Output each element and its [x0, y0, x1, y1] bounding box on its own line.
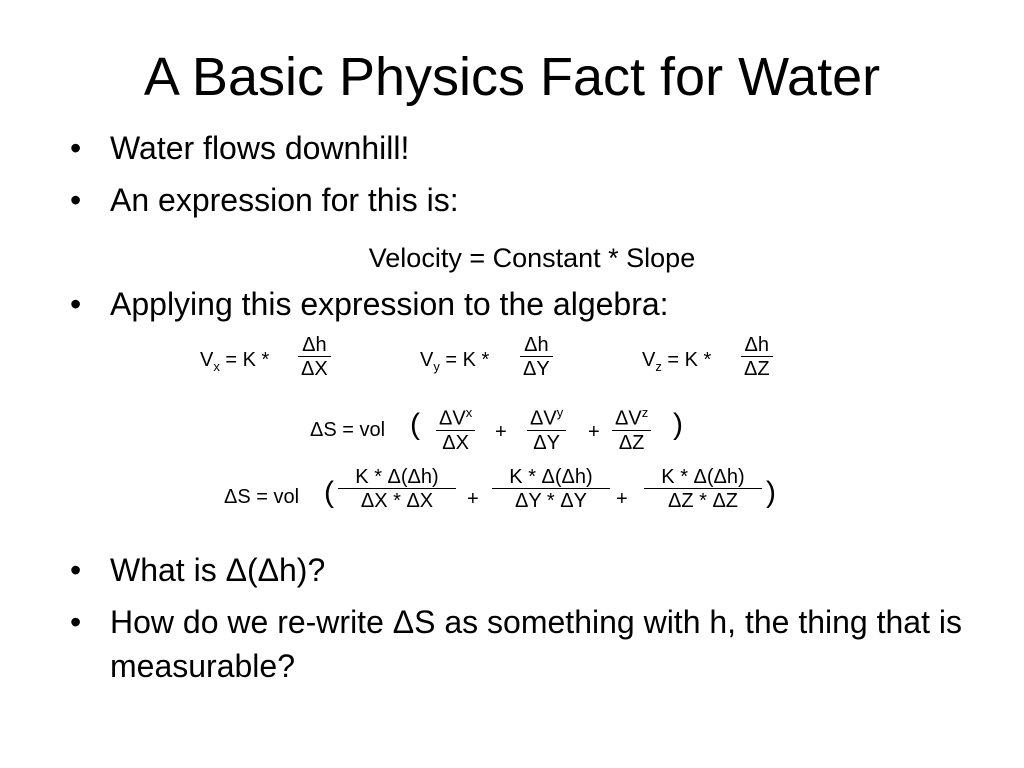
- vy-fraction: [520, 334, 553, 380]
- fraction-numerator: K * Δ(Δh): [509, 466, 593, 488]
- fraction-denominator: ΔY: [527, 430, 566, 454]
- fraction-denominator: ΔZ: [741, 356, 773, 380]
- fraction-denominator: ΔX * ΔX: [338, 488, 456, 512]
- ds-vol-label: ΔS = vol: [310, 419, 386, 441]
- vx-equation-lhs: $V_x = K$ *: [200, 349, 270, 374]
- bullet-text: What is Δ(Δh)?: [110, 552, 326, 588]
- bullet-marker: •: [70, 182, 82, 218]
- fraction-numerator: Δh: [302, 334, 327, 356]
- bullet-marker: •: [70, 286, 82, 322]
- fraction-numerator: K * Δ(Δh): [355, 466, 439, 488]
- fraction-numerator: Δh: [524, 334, 549, 356]
- plus-sign: +: [588, 421, 600, 443]
- fraction-numerator: K * Δ(Δh): [661, 466, 745, 488]
- fraction-denominator: ΔZ: [612, 430, 651, 454]
- bullet-marker: •: [70, 130, 82, 166]
- fraction-denominator: ΔX: [436, 430, 475, 454]
- k-ddh-dydy-fraction: [492, 466, 610, 512]
- plus-sign: +: [495, 421, 507, 443]
- vx-fraction: [298, 334, 331, 380]
- vz-equation-lhs: $V_z = K$ *: [642, 349, 712, 374]
- dvz-fraction: [612, 402, 651, 454]
- slide-title: A Basic Physics Fact for Water: [143, 47, 881, 107]
- plus-sign: +: [467, 488, 479, 510]
- bullet-marker: •: [70, 552, 82, 588]
- right-paren: ): [673, 408, 683, 441]
- dvx-fraction: [436, 402, 475, 454]
- fraction-numerator: $\Delta V^y$: [530, 405, 564, 430]
- plus-sign: +: [616, 488, 628, 510]
- dvy-fraction: [527, 402, 566, 454]
- bullet-text: Water flows downhill!: [110, 130, 410, 166]
- fraction-numerator: $\Delta V^x$: [439, 405, 473, 430]
- velocity-expression: Velocity = Constant * Slope: [368, 243, 696, 273]
- bullet-text: How do we re-write ΔS as something with h, the thing that is measurable?: [110, 604, 962, 684]
- bullet-text: An expression for this is:: [110, 182, 459, 218]
- vz-fraction: [741, 334, 773, 380]
- bullet-text: Applying this expression to the algebra:: [110, 286, 669, 322]
- left-paren: (: [410, 408, 420, 441]
- ds-vol-label: ΔS = vol: [224, 486, 300, 508]
- bullet-marker: •: [70, 604, 82, 640]
- k-ddh-dzdz-fraction: [644, 466, 762, 512]
- fraction-denominator: ΔY: [520, 356, 553, 380]
- vy-equation-lhs: $V_y = K$ *: [420, 349, 490, 374]
- fraction-denominator: ΔY * ΔY: [492, 488, 610, 512]
- fraction-denominator: ΔX: [298, 356, 331, 380]
- fraction-denominator: ΔZ * ΔZ: [644, 488, 762, 512]
- fraction-numerator: Δh: [744, 334, 770, 356]
- k-ddh-dxdx-fraction: [338, 466, 456, 512]
- left-paren: (: [324, 476, 334, 509]
- right-paren: ): [766, 476, 776, 509]
- fraction-numerator: $\Delta V^z$: [615, 405, 649, 430]
